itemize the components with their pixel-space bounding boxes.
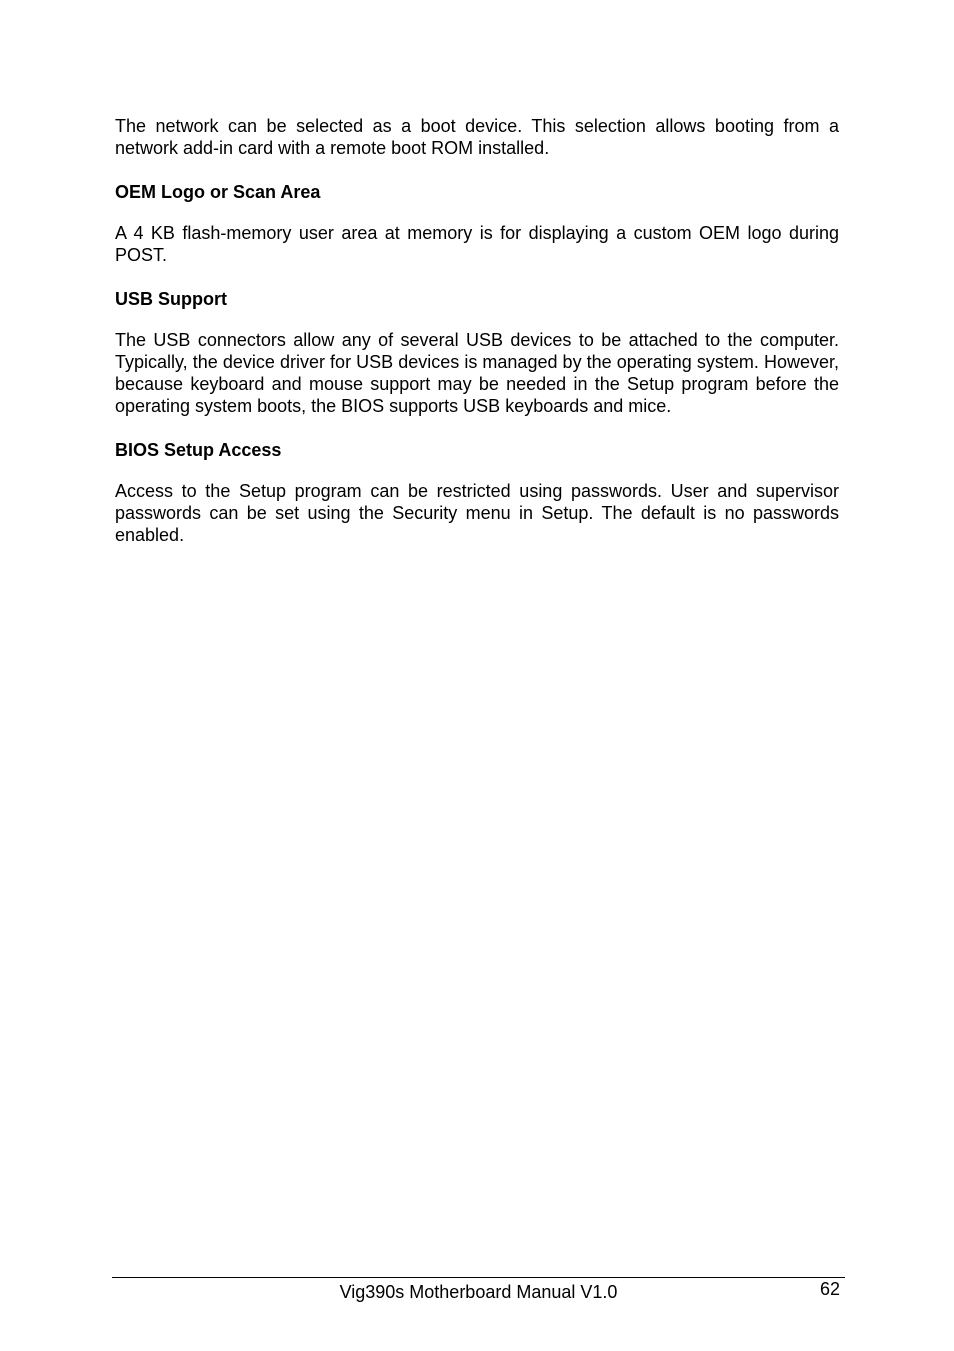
bios-setup-access-heading: BIOS Setup Access [115, 440, 282, 460]
footer-divider [112, 1277, 845, 1278]
footer-manual-title: Vig390s Motherboard Manual V1.0 [339, 1282, 618, 1302]
usb-support-heading: USB Support [115, 289, 227, 309]
bios-setup-access-paragraph: Access to the Setup program can be restricted using passwords. User and supervisor passwords can be set using the Security menu in Setup. The default is no passwords enabled. [115, 481, 839, 545]
oem-logo-heading: OEM Logo or Scan Area [115, 182, 321, 202]
network-boot-paragraph: The network can be selected as a boot device. This selection allows booting from a network add-in card with a remote boot ROM installed. [115, 116, 839, 158]
usb-support-paragraph: The USB connectors allow any of several USB devices to be attached to the computer. Typically, the device driver for USB devices is managed by the operating system. However, because keyboard and mouse support may be needed in the Setup program before the operating system boots, the BIOS supports USB keyboards and mice. [115, 330, 839, 416]
oem-logo-paragraph: A 4 KB flash-memory user area at memory is for displaying a custom OEM logo during POST. [115, 223, 839, 265]
footer-page-number: 62 [819, 1279, 840, 1299]
page-body [115, 115, 839, 546]
